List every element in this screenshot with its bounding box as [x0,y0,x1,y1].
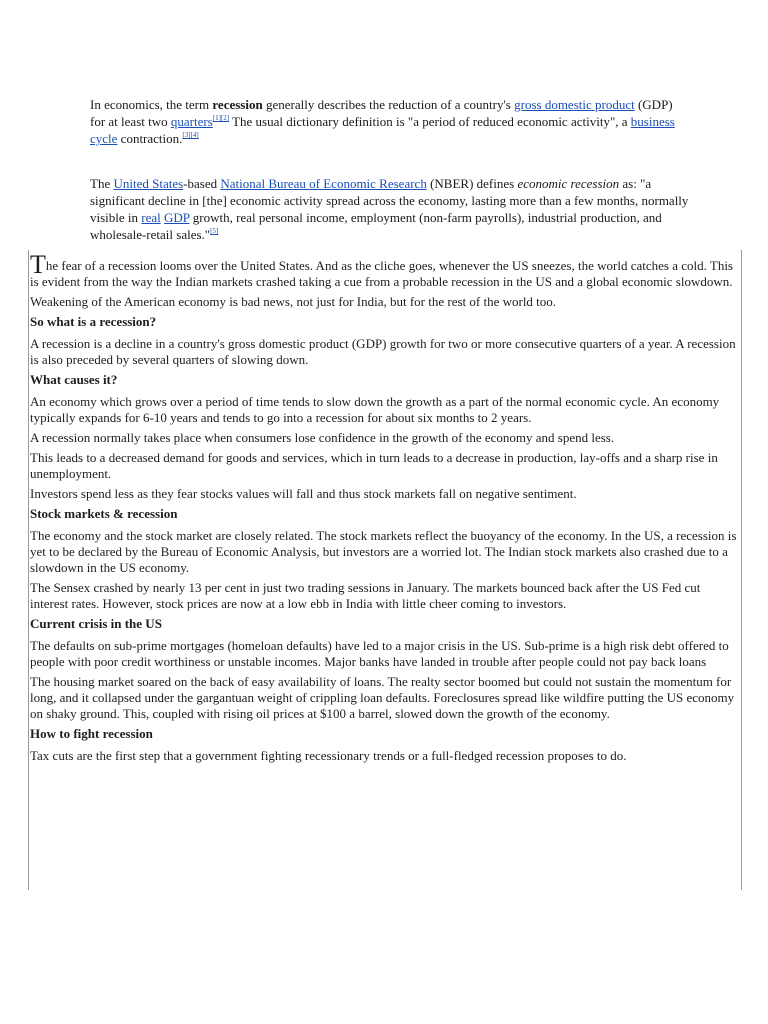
reference-link[interactable]: [1][2] [212,114,230,122]
section-heading-current-crisis: Current crisis in the US [30,616,162,631]
text-run: The [90,176,114,191]
term-recession: recession [212,97,263,112]
link-business-cycle[interactable]: business cycle [90,114,675,146]
article-paragraph: An economy which grows over a period of time tends to slow down the growth as a part of the normal economic cycle. An economy typically expands for 6-10 years and tends to go into a recession for about six months to 2 years. [30,394,720,425]
link-united-states[interactable]: United States [113,176,184,191]
text-run: The usual dictionary definition is "a period of reduced economic activity", a [229,114,631,129]
article-body [29,250,741,764]
definition-paragraph-2 [90,175,690,243]
link-gross-domestic-product[interactable]: gross domestic product [514,97,635,112]
reference-link[interactable]: [5] [210,227,219,235]
article-paragraph: The Sensex crashed by nearly 13 per cent in just two trading sessions in January. The markets bounced back after the US Fed cut interest rates. However, stock prices are now at a low ebb in India with little cheer coming to investors. [30,580,701,611]
article-paragraph: This leads to a decreased demand for goods and services, which in turn leads to a decrease in production, lay-offs and a sharp rise in unemployment. [30,450,718,481]
text-run: generally describes the reduction of a country's [262,97,515,112]
intro-text: he fear of a recession looms over the United States. And as the cliche goes, whenever the US sneezes, the world catches a cold. This is evident from the way the Indian markets crashed taking a cue from a probable recession in the US and a global economic slowdown. [30,258,733,289]
text-run: -based [183,176,221,191]
reference-link[interactable]: [3][4] [182,131,199,139]
section-heading-what-is-recession: So what is a recession? [30,314,157,329]
term-economic-recession: economic recession [517,176,620,191]
link-quarters[interactable]: quarters [170,114,213,129]
article-panel [28,250,742,890]
reference-1-2[interactable] [213,114,229,122]
text-run: (NBER) defines [426,176,518,191]
link-nber[interactable]: National Bureau of Economic Research [220,176,427,191]
reference-3-4[interactable] [182,131,198,139]
text-run: contraction. [117,131,183,146]
article-paragraph: The defaults on sub-prime mortgages (homeloan defaults) have led to a major crisis in the US. Sub-prime is a high risk debt offered to people with poor credit worthiness or unstable incomes. Major banks have landed in trouble after people could not pay back loans [30,638,729,669]
section-heading-causes: What causes it? [30,372,118,387]
drop-cap: T [30,250,46,279]
article-paragraph: The housing market soared on the back of easy availability of loans. The realty sector boomed but could not sustain the momentum for long, and it collapsed under the gargantuan weight of crippling loan defaults. Foreclosures spread like wildfire putting the US economy on shaky ground. This, coupled with rising oil prices at $100 a barrel, slowed down the growth of the economy. [30,674,735,721]
article-paragraph: A recession is a decline in a country's gross domestic product (GDP) growth for two or more consecutive quarters of a year. A recession is also preceded by several quarters of slowing down. [30,336,736,367]
definition-paragraph-1 [90,96,690,147]
text-run: growth, real personal income, employment (non-farm payrolls), industrial production, and wholesale-retail sales." [90,210,662,242]
article-paragraph: The economy and the stock market are closely related. The stock markets reflect the buoyancy of the economy. In the US, a recession is yet to be declared by the Bureau of Economic Analysis, but investors are a worried lot. The Indian stock markets also crashed due to a slowdown in the US economy. [30,528,737,575]
link-real[interactable]: real [141,210,161,225]
text-run: (GDP) for at least two [90,97,673,129]
text-run: In economics, the term [90,97,213,112]
text-run: as: "a significant decline in [the] economic activity spread across the economy, lasting more than a few months, normally visible in [90,176,689,225]
section-heading-fight-recession: How to fight recession [30,726,153,741]
section-heading-stock-markets: Stock markets & recession [30,506,178,521]
article-paragraph: Investors spend less as they fear stocks values will fall and thus stock markets fall on negative sentiment. [30,486,577,501]
article-paragraph: Weakening of the American economy is bad news, not just for India, but for the rest of the world too. [30,294,557,309]
reference-5[interactable] [210,227,218,235]
article-intro [30,250,741,290]
link-gdp[interactable]: GDP [164,210,190,225]
article-paragraph: Tax cuts are the first step that a government fighting recessionary trends or a full-fledged recession proposes to do. [30,748,627,763]
article-paragraph: A recession normally takes place when consumers lose confidence in the growth of the economy and spend less. [30,430,615,445]
